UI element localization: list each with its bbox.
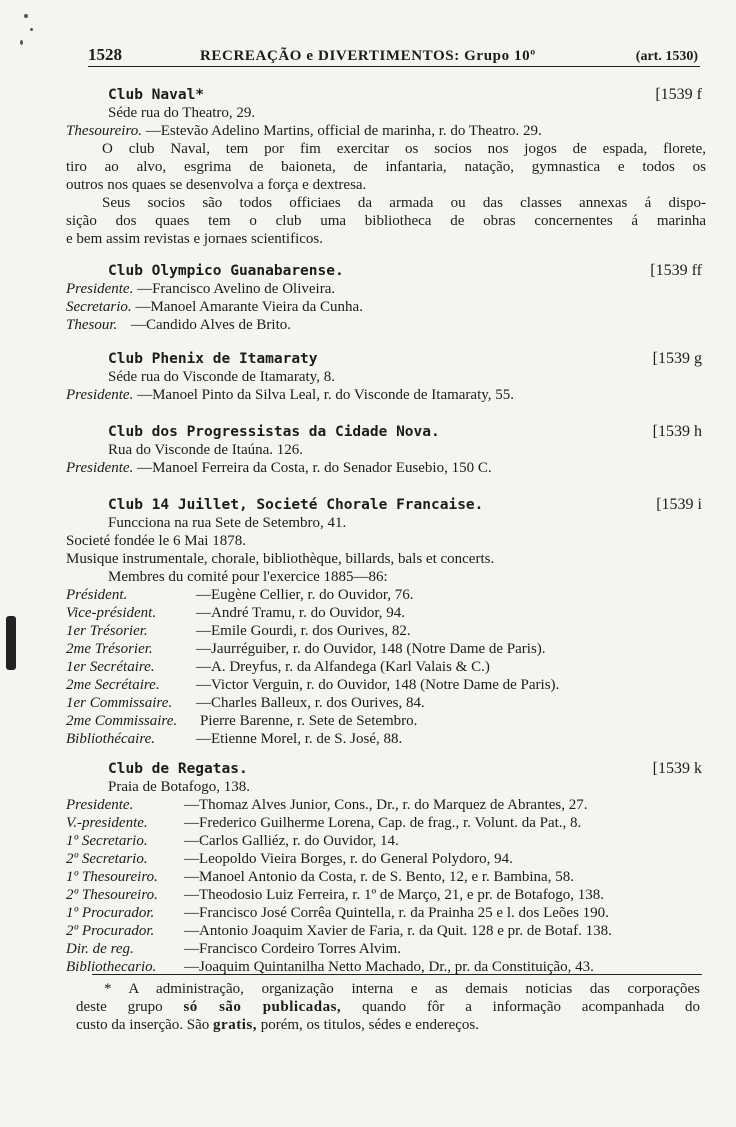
text-line: Membres du comité pour l'exercice 1885—86: [108,569,388,585]
entry-index: [1539 h [652,423,702,440]
entry-index: [1539 f [655,86,702,103]
club-name: Club 14 Juillet, Societé Chorale Francaise. [108,497,484,513]
paragraph-line: tiro ao alvo, esgrima de baioneta, de infantaria, natação, gymnastica e todos os [66,159,706,175]
member-role: Bibliothecario. [66,959,157,975]
role-line [66,316,706,334]
club-entry [66,423,706,477]
role-value: —Estevão Adelino Martins, official de marinha, r. do Theatro. 29. [145,123,542,139]
paragraph-line: Seus socios são todos officiaes da armada ou das classes annexas á dispo- [102,195,706,211]
footnote-text: quando fôr a informação acompanhada do [361,999,701,1015]
footnote-rule [92,974,702,975]
club-name: Club de Regatas. [108,761,248,777]
footnote-text: porém, os titulos, sédes e endereços. [260,1017,479,1033]
member-role: 2me Secrétaire. [66,677,160,693]
address-line: Séde rua do Visconde de Itamaraty, 8. [108,369,335,385]
member-row [66,832,706,850]
club-name-line [66,262,706,280]
club-entry [66,262,706,334]
member-role: Vice-président. [66,605,157,621]
member-row [66,814,706,832]
club-name-line [66,423,706,441]
member-role: 2º Procurador. [66,923,155,939]
entry-index: [1539 i [656,496,702,513]
role-label: Thesoureiro. [66,123,142,139]
club-name: Club Phenix de Itamaraty [108,351,318,367]
footnote-emphasis: gratis, [213,1017,257,1033]
member-role: 1º Thesoureiro. [66,869,158,885]
role-line [66,122,706,140]
member-value: —Carlos Galliéz, r. do Ouvidor, 14. [184,833,399,849]
role-value: —Manoel Ferreira da Costa, r. do Senador Eusebio, 150 C. [137,460,492,476]
role-label: Presidente. [66,387,134,403]
member-row [66,904,706,922]
member-value: —Leopoldo Vieira Borges, r. do General Polydoro, 94. [184,851,513,867]
member-row [66,712,706,730]
member-value: Pierre Barenne, r. Sete de Setembro. [200,713,418,729]
member-role: 2me Trésorier. [66,641,153,657]
entry-index: [1539 ff [650,262,702,279]
member-role: 1º Secretario. [66,833,148,849]
member-value: —Etienne Morel, r. de S. José, 88. [196,731,403,747]
club-entry [66,496,706,748]
member-row [66,658,706,676]
member-row [66,940,706,958]
member-row [66,694,706,712]
role-label: Presidente. [66,281,134,297]
role-value: —Francisco Avelino de Oliveira. [137,281,336,297]
member-row [66,586,706,604]
club-entry [66,350,706,404]
club-entry [66,760,706,976]
scan-speck [24,14,28,18]
club-name-line [66,496,706,514]
page-header [88,44,700,67]
text-line: Musique instrumentale, chorale, bibliothèque, billards, bals et concerts. [66,551,495,567]
role-label: Secretario. [66,299,132,315]
member-role: Presidente. [66,797,134,813]
club-name-line [66,86,706,104]
club-name-line [66,760,706,778]
club-name-line [66,350,706,368]
member-row [66,922,706,940]
running-title: RECREAÇÃO e DIVERTIMENTOS: Grupo 10º [200,48,536,64]
member-role: 1er Commissaire. [66,695,173,711]
member-value: —Joaquim Quintanilha Netto Machado, Dr., pr. da Constituição, 43. [184,959,594,975]
role-value: —Manoel Pinto da Silva Leal, r. do Visconde de Itamaraty, 55. [137,387,515,403]
footnote-text: deste grupo [76,999,163,1015]
address-line: Rua do Visconde de Itaúna. 126. [108,442,304,458]
paragraph-line: O club Naval, tem por fim exercitar os socios nos jogos de espada, florete, [102,141,706,157]
entry-index: [1539 g [652,350,702,367]
member-value: —Jaurréguiber, r. do Ouvidor, 148 (Notre Dame de Paris). [196,641,546,657]
entry-index: [1539 k [652,760,702,777]
role-value: —Candido Alves de Brito. [131,317,292,333]
member-value: —André Tramu, r. do Ouvidor, 94. [196,605,405,621]
member-role: Président. [66,587,128,603]
scan-speck [30,28,33,31]
article-ref: (art. 1530) [635,49,698,64]
footnote-line: * A administração, organização interna e as demais noticias das corporações [104,981,700,997]
member-value: —A. Dreyfus, r. da Alfandega (Karl Valais & C.) [196,659,490,675]
member-role: 1er Trésorier. [66,623,148,639]
member-row [66,604,706,622]
role-line [66,386,706,404]
member-row [66,640,706,658]
member-row [66,622,706,640]
member-role: 1º Procurador. [66,905,155,921]
member-row [66,850,706,868]
member-value: —Charles Balleux, r. dos Ourives, 84. [196,695,425,711]
member-row [66,730,706,748]
text-line: Societé fondée le 6 Mai 1878. [66,533,246,549]
member-value: —Antonio Joaquim Xavier de Faria, r. da Quit. 128 e pr. de Botaf. 138. [184,923,612,939]
address-line: Funcciona na rua Sete de Setembro, 41. [108,515,347,531]
member-value: —Eugène Cellier, r. do Ouvidor, 76. [196,587,414,603]
member-value: —Theodosio Luiz Ferreira, r. 1º de Março, 21, e pr. de Botafogo, 138. [184,887,604,903]
member-role: 2me Commissaire. [66,713,178,729]
address-line: Séde rua do Theatro, 29. [108,105,256,121]
club-name: Club Naval* [108,87,205,103]
member-role: Dir. de reg. [66,941,134,957]
member-value: —Francisco Cordeiro Torres Alvim. [184,941,401,957]
paragraph-line: e bem assim revistas e jornaes scientificos. [66,231,324,247]
role-line [66,459,706,477]
member-role: 1er Secrétaire. [66,659,155,675]
role-line [66,298,706,316]
address-line: Praia de Botafogo, 138. [108,779,251,795]
role-label: Presidente. [66,460,134,476]
member-value: —Victor Verguin, r. do Ouvidor, 148 (Notre Dame de Paris). [196,677,560,693]
member-role: 2º Thesoureiro. [66,887,158,903]
member-role: 2º Secretario. [66,851,148,867]
member-value: —Thomaz Alves Junior, Cons., Dr., r. do Marquez de Abrantes, 27. [184,797,588,813]
member-role: V.-presidente. [66,815,148,831]
member-value: —Francisco José Corrêa Quintella, r. da Prainha 25 e l. dos Leões 190. [184,905,609,921]
role-value: —Manoel Amarante Vieira da Cunha. [135,299,363,315]
footnote-emphasis: só são publicadas, [183,999,342,1015]
club-name: Club dos Progressistas da Cidade Nova. [108,424,440,440]
club-entry [66,86,706,248]
footnote [76,980,700,1034]
scan-speck [20,40,23,45]
binding-mark [6,616,16,670]
member-value: —Emile Gourdi, r. dos Ourives, 82. [196,623,411,639]
member-row [66,676,706,694]
role-label: Thesour. [66,317,118,333]
paragraph-line: outros nos quaes se desenvolva a força e dextresa. [66,177,367,193]
member-row [66,868,706,886]
paragraph-line: sição dos quaes tem o club uma bibliotheca de obras concernentes á marinha [66,213,706,229]
footnote-line [76,998,700,1016]
member-row [66,886,706,904]
role-line [66,280,706,298]
member-role: Bibliothécaire. [66,731,156,747]
member-row [66,796,706,814]
page-number: 1528 [88,45,122,64]
member-value: —Manoel Antonio da Costa, r. de S. Bento, 12, e r. Bambina, 58. [184,869,574,885]
footnote-line [76,1016,700,1034]
member-value: —Frederico Guilherme Lorena, Cap. de frag., r. Volunt. da Pat., 8. [184,815,582,831]
footnote-text: custo da inserção. São [76,1017,210,1033]
club-name: Club Olympico Guanabarense. [108,263,344,279]
